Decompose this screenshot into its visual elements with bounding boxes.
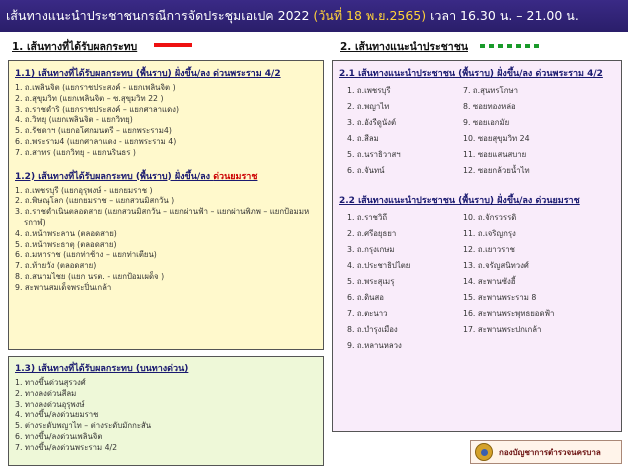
list-item: 5. ถ.นราธิวาสฯ [347, 150, 401, 159]
list-item: 10. ถ.จักรวรรดิ [463, 213, 517, 222]
list-item: 7. ถ.ท้ายวัง (ตลอดสาย) [15, 261, 97, 271]
section-1-1-title: 1.1) เส้นทางที่ได้รับผลกระทบ (พื้นราบ) ฝั่งขึ้น/ลง ด่วนพระราม 4/2 [15, 69, 281, 79]
section-1-2-title-prefix: 1.2) เส้นทางที่ได้รับผลกระทบ (พื้นราบ) ฝั่งขึ้น/ลง [15, 171, 214, 182]
list-item: 3. ถ.อังรีดูนังต์ [347, 118, 397, 127]
list-item: 4. ถ.สีลม [347, 134, 379, 143]
list-item: 16. สะพานพระพุทธยอดฟ้า [463, 309, 555, 318]
section-2-1-title: 2.1 เส้นทางแนะนำประชาชน (พื้นราบ) ฝั่งขึ้น/ลง ด่วนพระราม 4/2 [339, 69, 603, 79]
section-1-3-list [15, 378, 317, 454]
list-item: 11. ซอยแสนสบาย [463, 150, 527, 159]
list-item: 2. ถ.ศรีอยุธยา [347, 229, 397, 238]
agency-footer [470, 440, 622, 464]
list-item: 2. ถ.พิษณุโลก (แยกยมราช – แยกสวนมิสกวัน ) [15, 196, 175, 206]
list-item: 2. ถ.พญาไท [347, 102, 390, 111]
list-item: 7. ถ.ตะนาว [347, 309, 388, 318]
list-item: 14. สะพานซังฮี้ [463, 277, 516, 286]
list-item: 1. ถ.ราชวิถี [347, 213, 388, 222]
expressway-affected-box [8, 356, 324, 466]
section-2-2-col1 [339, 210, 463, 354]
banner-time: เวลา 16.30 น. – 21.00 น. [426, 8, 579, 23]
green-dash-legend [480, 44, 540, 48]
list-item: 4. ถ.ประชาธิปไตย [347, 261, 411, 270]
list-item: 6. ทางขึ้น/ลงด่วนเพลินจิต [15, 431, 103, 441]
agency-name: กองบัญชาการตำรวจนครบาล [499, 447, 601, 457]
section-2-1-col1 [339, 83, 463, 179]
list-item: 11. ถ.เจริญกรุง [463, 229, 516, 238]
list-item: 13. ถ.จรัญสนิทวงศ์ [463, 261, 529, 270]
list-item: 3. ถ.ราชดำริ (แยกราชประสงค์ – แยกศาลาแดง) [15, 104, 179, 114]
list-item: 2. ถ.สุขุมวิท (แยกเพลินจิต – ซ.สุขุมวิท 22 ) [15, 93, 164, 103]
list-item: 1. ทางขึ้นด่วนสุรวงศ์ [15, 378, 86, 387]
section-2-2-columns [339, 210, 615, 354]
list-item: 12. ถ.เยาวราช [463, 245, 515, 254]
list-item: 5. ถ.รัชดาฯ (แยกอโศกมนตรี – แยกพระราม4) [15, 126, 172, 136]
section-2-1-col2 [463, 83, 530, 179]
list-item: 5. ต่างระดับพญาไท – ต่างระดับมักกะสัน [15, 421, 152, 431]
section-2-2-col2 [463, 210, 554, 354]
list-item: 5. ถ.พระสุเมรุ [347, 277, 395, 286]
list-item: 12. ซอยกล้วยน้ำไท [463, 166, 530, 175]
list-item: 7. ถ.สาทร (แยกวิทยุ - แยกนรินธร ) [15, 147, 136, 157]
list-item: 3. ถ.ราชดำเนินตลอดสาย (แยกสวนมิสกวัน – แยกผ่านฟ้า – แยกผ่านพิภพ – แยกป้อมมหรกาฬ) [15, 207, 310, 227]
list-item: 15. สะพานพระราม 8 [463, 293, 537, 302]
list-item: 17. สะพานพระปกเกล้า [463, 325, 542, 334]
list-item: 9. ถ.หลานหลวง [347, 341, 402, 350]
police-emblem-icon [475, 443, 493, 461]
section-2-1-columns [339, 83, 615, 179]
list-item: 7. ถ.สุนทรโกษา [463, 86, 518, 95]
list-item: 6. ถ.มหาราช (แยกท่าช้าง – แยกท่าเตียน) [15, 250, 157, 260]
red-bar-legend [154, 43, 192, 47]
list-item: 6. ถ.ดินสอ [347, 293, 384, 302]
list-item: 8. ถ.สนามไชย (แยก นรต. - แยกป้อมเผด็จ ) [15, 271, 165, 281]
list-item: 7. ทางขึ้น/ลงด่วนพระราม 4/2 [15, 442, 118, 452]
section-1-2-list [15, 186, 317, 294]
list-item: 6. ถ.พระราม4 (แยกศาลาแดง - แยกพระราม 4) [15, 136, 177, 146]
affected-routes-box [8, 60, 324, 350]
section-1-1-list [15, 83, 317, 159]
recommended-routes-heading: 2. เส้นทางแนะนำประชาชน [340, 41, 468, 53]
affected-routes-heading: 1. เส้นทางที่ได้รับผลกระทบ [12, 41, 138, 53]
list-item: 4. ทางขึ้น/ลงด่วนยมราช [15, 410, 99, 420]
section-2-2-title: 2.2 เส้นทางแนะนำประชาชน (พื้นราบ) ฝั่งขึ้น/ลง ด่วนยมราช [339, 196, 580, 206]
list-item: 9. สะพานสมเด็จพระปิ่นเกล้า [15, 282, 112, 292]
list-item: 9. ซอยเอกมัย [463, 118, 510, 127]
section-1-2-title-highlight: ด่วนยมราช [213, 171, 258, 182]
banner-date: (วันที่ 18 พ.ย.2565) [313, 8, 427, 23]
list-item: 3. ถ.กรุงเกษม [347, 245, 395, 254]
list-item: 1. ถ.เพชรบุรี (แยกอุรุพงษ์ - แยกยมราช ) [15, 185, 153, 195]
list-item: 6. ถ.จันทน์ [347, 166, 385, 175]
list-item: 4. ถ.หน้าพระลาน (ตลอดสาย) [15, 228, 117, 238]
list-item: 1. ถ.เพลินจิต (แยกราชประสงค์ - แยกเพลินจิต ) [15, 83, 176, 92]
list-item: 2. ทางลงด่วนสีลม [15, 388, 77, 398]
list-item: 8. ซอยทองหล่อ [463, 102, 516, 111]
list-item: 1. ถ.เพชรบุรี [347, 86, 391, 95]
section-1-3-title: 1.3) เส้นทางที่ได้รับผลกระทบ (บนทางด่วน) [15, 364, 189, 374]
list-item: 8. ถ.บำรุงเมือง [347, 325, 398, 334]
list-item: 5. ถ.หน้าพระธาตุ (ตลอดสาย) [15, 239, 117, 249]
list-item: 10. ซอยสุขุมวิท 24 [463, 134, 530, 143]
title-banner [0, 0, 628, 32]
list-item: 3. ทางลงด่วนอุรุพงษ์ [15, 399, 85, 409]
recommended-routes-box [332, 60, 622, 432]
banner-title: เส้นทางแนะนำประชาชนกรณีการจัดประชุมเอเปค 2022 [6, 8, 314, 23]
list-item: 4. ถ.วิทยุ (แยกเพลินจิต - แยกวิทยุ) [15, 115, 133, 125]
section-1-2-title [15, 169, 317, 183]
